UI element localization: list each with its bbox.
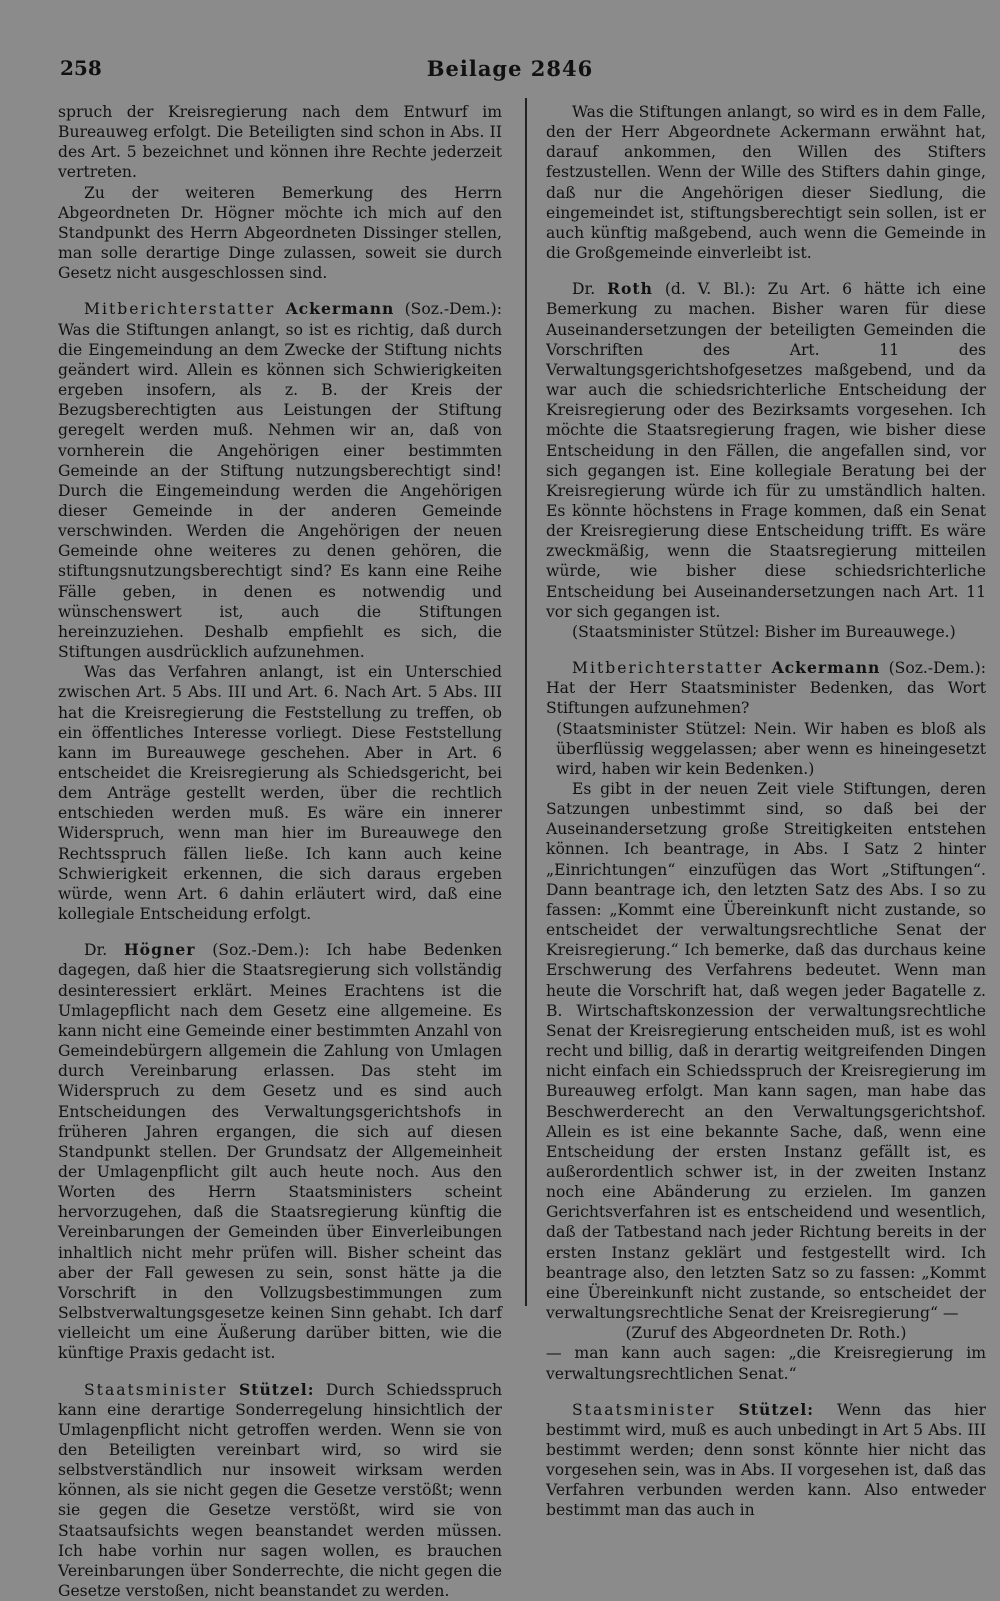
right-column bbox=[546, 102, 986, 1521]
speech-stuetzel bbox=[546, 1400, 986, 1521]
speech-text: Was die Stiftungen anlangt, so ist es richtig, daß durch die Eingemeindung an dem Zwecke der Stiftung nichts geändert wird. Allein es können sich Schwierigkeiten ergeben insofern, als z. B. der Kreis der Bezugsberechtigten aus Leistungen der Stiftung geregelt werden muß. Nehmen wir an, daß von vornherein die Angehörigen einer bestimmten Gemeinde an der Stiftung nutzungsberechtigt sind! Durch die Eingemeindung werden die Angehörigen dieser Gemeinde in der anderen Gemeinde verschwinden. Werden die Angehörigen der neuen Gemeinde ohne weiteres zu denen gehören, die stiftungsnutzungsberechtigt sind? Es kann eine Reihe Fälle geben, in denen es notwendig und wünschenswert ist, auch die Stiftungen hereinzuziehen. Deshalb empfiehlt es sich, die Stiftungen ausdrücklich aufzunehmen. bbox=[58, 320, 502, 662]
speaker-role: Staatsminister bbox=[84, 1380, 228, 1399]
paragraph: Was die Stiftungen anlangt, so wird es in dem Falle, den der Herr Abgeordnete Ackermann erwähnt hat, darauf ankommen, den Willen des Stifters festzustellen. Wenn der Wille des Stifters dahin ginge, daß nur die Angehörigen dieser Siedlung, die eingemeindet ist, stiftungsberechtigt sein sollen, ist er auch künftig maßgebend, auch wenn die Gemeinde in die Großgemeinde einverleibt ist. bbox=[546, 103, 986, 263]
speaker-role: Dr. bbox=[84, 941, 108, 960]
speaker-name: Roth bbox=[607, 279, 653, 299]
interjection: (Staatsminister Stützel: Bisher im Bureauwege.) bbox=[572, 622, 956, 641]
paragraph: — man kann auch sagen: „die Kreisregierung im verwaltungsrechtlichen Senat.“ bbox=[546, 1344, 986, 1383]
speech-ackermann bbox=[58, 299, 502, 662]
speaker-party: (d. V. Bl.): bbox=[664, 280, 756, 299]
speaker-name: Stützel: bbox=[738, 1399, 815, 1419]
speaker-party: (Soz.-Dem.): bbox=[212, 941, 310, 960]
speaker-name: Ackermann bbox=[771, 658, 881, 678]
speaker-party: (Soz.-Dem.): bbox=[888, 659, 986, 678]
page-header bbox=[60, 56, 960, 86]
speech-roth bbox=[546, 279, 986, 622]
speech-text: Ich habe Bedenken dagegen, daß hier die Staatsregierung sich vollständig desinteressiert erklärt. Meines Erachtens ist die Umlagepflicht nach dem Gesetz eine allgemeine. Es kann nicht eine Gemeinde einer bestimmten Anzahl von Gemeindebürgern allgemein die Zahlung von Umlagen durch Vereinbarung erlassen. Das steht im Widerspruch zu dem Gesetz und es sind auch Entscheidungen des Verwaltungsgerichtshofs in früheren Jahren ergangen, die sich auf diesen Standpunkt stellen. Der Grundsatz der Allgemeinheit der Umlagenpflicht gilt auch heute noch. Aus den Worten des Herrn Staatsministers scheint hervorzugehen, daß die Staatsregierung künftig die Vereinbarungen der Gemeinden über Einverleibungen inhaltlich nicht mehr prüfen will. Bisher scheint das aber der Fall gewesen zu sein, sonst hätte ja die Vorschrift in den Vollzugsbestimmungen zum Selbstverwaltungsgesetze keinen Sinn gehabt. Ich darf vielleicht um eine Äußerung darüber bitten, wie die künftige Praxis gedacht ist. bbox=[58, 941, 503, 1363]
speaker-role: Dr. bbox=[572, 280, 596, 299]
left-column bbox=[58, 102, 502, 1601]
interjection: (Zuruf des Abgeordneten Dr. Roth.) bbox=[625, 1324, 907, 1343]
speaker-party: (Soz.-Dem.): bbox=[404, 300, 502, 319]
column-divider bbox=[525, 98, 527, 1306]
page-number: 258 bbox=[60, 56, 102, 80]
paragraph: Zu der weiteren Bemerkung des Herrn Abgeordneten Dr. Högner möchte ich mich auf den Standpunkt des Herrn Abgeordneten Dissinger stellen, man solle derartige Dinge zulassen, soweit sie durch Gesetz nicht ausgeschlossen sind. bbox=[58, 183, 502, 283]
speech-ackermann bbox=[546, 658, 986, 718]
speaker-name: Stützel: bbox=[239, 1379, 315, 1399]
interjection: (Staatsminister Stützel: Nein. Wir haben es bloß als überflüssig weggelassen; aber wenn es hineingesetzt wird, haben wir kein Bedenken.) bbox=[556, 719, 986, 778]
running-title: Beilage 2846 bbox=[426, 56, 594, 81]
speaker-role: Staatsminister bbox=[572, 1400, 716, 1419]
speech-text: Wenn das hier bestimmt wird, muß es auch unbedingt in Art 5 Abs. III bestimmt werden; denn sonst könnte hier nicht das vorgesehen sein, was in Abs. II vorgesehen ist, daß das Verfahren verbunden werden kann. Also entweder bestimmt man das auch in bbox=[546, 1400, 986, 1520]
paragraph: spruch der Kreisregierung nach dem Entwurf im Bureauweg erfolgt. Die Beteiligten sind schon in Abs. II des Art. 5 bezeichnet und können ihre Rechte jederzeit vertreten. bbox=[58, 103, 502, 182]
paragraph: Was das Verfahren anlangt, ist ein Unterschied zwischen Art. 5 Abs. III und Art. 6. Nach Art. 5 Abs. III hat die Kreisregierung die Feststellung zu treffen, ob ein öffentliches Interesse vorliegt. Diese Feststellung kann im Bureauwege geschehen. Aber in Art. 6 entscheidet die Kreisregierung als Schiedsgericht, bei dem Anträge gestellt werden, über die rechtlich entschieden werden muß. Es wäre ein innerer Widerspruch, wenn man hier im Bureauwege den Rechtsspruch fällen ließe. Ich kann auch keine Schwierigkeit erkennen, die sich daraus ergeben würde, wenn Art. 6 dahin erläutert wird, daß eine kollegiale Entscheidung erfolgt. bbox=[58, 663, 502, 924]
speech-text: Zu Art. 6 hätte ich eine Bemerkung zu machen. Bisher waren für diese Auseinandersetzungen der beteiligten Gemeinden die Vorschriften des Art. 11 des Verwaltungsgerichtshofgesetzes maßgebend, und da war auch die schiedsrichterliche Entscheidung der Kreisregierung oder des Bezirksamts vorgesehen. Ich möchte die Staatsregierung fragen, wie bisher diese Entscheidung in den Fällen, die angefallen sind, vor sich gegangen ist. Eine kollegiale Beratung bei der Kreisregierung würde ich für zu umständlich halten. Es könnte höchstens in Frage kommen, daß ein Senat der Kreisregierung diese Entscheidung trifft. Es wäre zweckmäßig, wenn die Staatsregierung mitteilen würde, wie bisher diese schiedsrichterliche Entscheidung bei Auseinandersetzungen nach Art. 11 vor sich gegangen ist. bbox=[546, 280, 986, 621]
speech-text: Hat der Herr Staatsminister Bedenken, das Wort Stiftungen aufzunehmen? bbox=[546, 679, 986, 718]
speaker-role: Mitberichterstatter bbox=[572, 659, 764, 678]
speaker-name: Högner bbox=[123, 940, 196, 960]
speaker-name: Ackermann bbox=[285, 299, 395, 319]
paragraph: Es gibt in der neuen Zeit viele Stiftungen, deren Satzungen unbestimmt sind, so daß bei der Auseinandersetzung große Streitigkeiten entstehen können. Ich beantrage, in Abs. I Satz 2 hinter „Einrichtungen“ einzufügen das Wort „Stiftungen“. Dann beantrage ich, den letzten Satz des Abs. I so zu fassen: „Kommt eine Übereinkunft nicht zustande, so entscheidet der verwaltungsrechtliche Senat der Kreisregierung.“ Ich bemerke, daß das durchaus keine Erschwerung des Verfahrens bedeutet. Wenn man heute die Vorschrift hat, daß wegen jeder Bagatelle z. B. Wirtschaftskonzession der verwaltungsrechtliche Senat der Kreisregierung entscheiden muß, ist es wohl recht und billig, daß in derartig weitgreifenden Dingen nicht einfach ein Schiedsspruch der Kreisregierung im Bureauweg erfolgt. Man kann sagen, man habe das Beschwerderecht an den Verwaltungsgerichtshof. Allein es ist eine bekannte Sache, daß, wenn eine Entscheidung der ersten Instanz gefällt ist, es außerordentlich schwer ist, in der zweiten Instanz noch eine Abänderung zu erzielen. Im ganzen Gerichtsverfahren ist es entscheidend und wesentlich, daß der Tatbestand nach jeder Richtung bereits in der ersten Instanz geklärt und festgestellt wird. Ich beantrage also, den letzten Satz so zu fassen: „Kommt eine Übereinkunft nicht zustande, so entscheidet der verwaltungsrechtliche Senat der Kreisregierung“ — bbox=[546, 780, 986, 1323]
speaker-role: Mitberichterstatter bbox=[84, 300, 276, 319]
speech-stuetzel bbox=[58, 1380, 502, 1601]
speech-text: Durch Schiedsspruch kann eine derartige Sonderregelung hinsichtlich der Umlagenpflicht nicht getroffen werden. Wenn sie von den Beteiligten vereinbart wird, so wird sie selbstverständlich nur insoweit wirksam werden können, als sie nicht gegen die Gesetze verstößt; wenn sie gegen die Gesetze verstößt, wird sie von Staatsaufsichts wegen beanstandet werden müssen. Ich habe vorhin nur sagen wollen, es brauchen Vereinbarungen über Sonderrechte, die nicht gegen die Gesetze verstoßen, nicht beanstandet zu werden. bbox=[58, 1380, 502, 1601]
speech-hoegner bbox=[58, 940, 502, 1363]
